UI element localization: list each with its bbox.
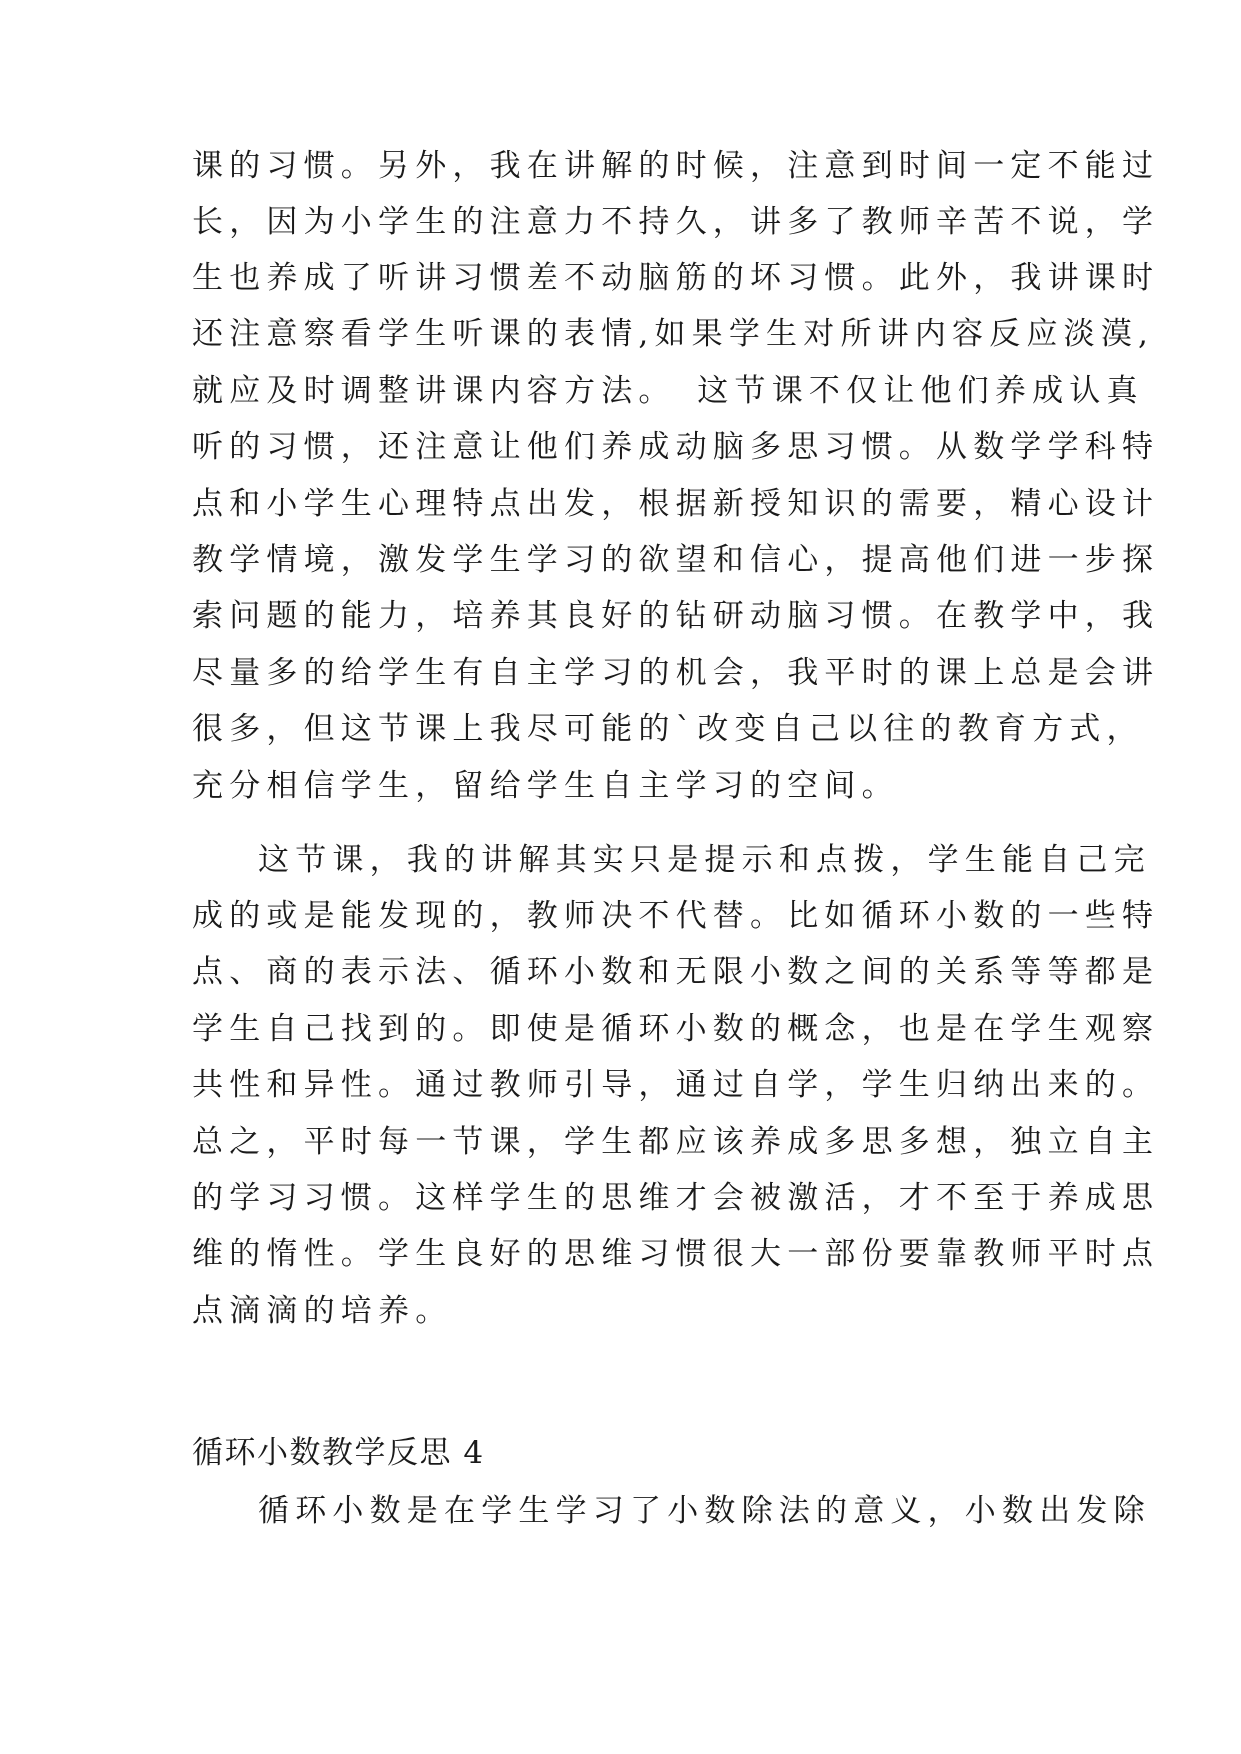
paragraph-line: 尽量多的给学生有自主学习的机会，我平时的课上总是会讲 xyxy=(192,655,1160,691)
paragraph-line: 循环小数是在学生学习了小数除法的意义，小数出发除 xyxy=(258,1493,1151,1529)
paragraph-line: 的学习习惯。这样学生的思维才会被激活，才不至于养成思 xyxy=(192,1180,1160,1216)
paragraph-line: 生也养成了听讲习惯差不动脑筋的坏习惯。此外，我讲课时 xyxy=(192,260,1160,296)
paragraph-line: 总之，平时每一节课，学生都应该养成多思多想，独立自主 xyxy=(192,1124,1160,1160)
paragraph-line: 很多，但这节课上我尽可能的`改变自己以往的教育方式， xyxy=(192,711,1144,747)
paragraph-line: 课的习惯。另外，我在讲解的时候，注意到时间一定不能过 xyxy=(192,148,1160,184)
paragraph-line: 充分相信学生，留给学生自主学习的空间。 xyxy=(192,768,899,804)
paragraph-line: 长，因为小学生的注意力不持久，讲多了教师辛苦不说，学 xyxy=(192,204,1160,240)
paragraph-line: 还注意察看学生听课的表情,如果学生对所讲内容反应淡漠, xyxy=(192,316,1155,352)
section-heading: 循环小数教学反思 4 xyxy=(192,1435,485,1471)
paragraph-line: 维的惰性。学生良好的思维习惯很大一部份要靠教师平时点 xyxy=(192,1236,1160,1272)
paragraph-line: 学生自己找到的。即使是循环小数的概念，也是在学生观察 xyxy=(192,1011,1160,1047)
paragraph-line: 共性和异性。通过教师引导，通过自学，学生归纳出来的。 xyxy=(192,1067,1160,1103)
paragraph-line: 就应及时调整讲课内容方法。 这节课不仅让他们养成认真 xyxy=(192,373,1144,409)
paragraph-line: 教学情境，激发学生学习的欲望和信心，提高他们进一步探 xyxy=(192,542,1160,578)
paragraph-line: 这节课，我的讲解其实只是提示和点拨，学生能自己完 xyxy=(258,842,1151,878)
paragraph-line: 索问题的能力，培养其良好的钻研动脑习惯。在教学中，我 xyxy=(192,598,1160,634)
paragraph-line: 听的习惯，还注意让他们养成动脑多思习惯。从数学学科特 xyxy=(192,429,1160,465)
paragraph-line: 点、商的表示法、循环小数和无限小数之间的关系等等都是 xyxy=(192,954,1160,990)
paragraph-line: 点滴滴的培养。 xyxy=(192,1293,453,1329)
paragraph-line: 点和小学生心理特点出发，根据新授知识的需要，精心设计 xyxy=(192,486,1160,522)
paragraph-line: 成的或是能发现的，教师决不代替。比如循环小数的一些特 xyxy=(192,898,1160,934)
